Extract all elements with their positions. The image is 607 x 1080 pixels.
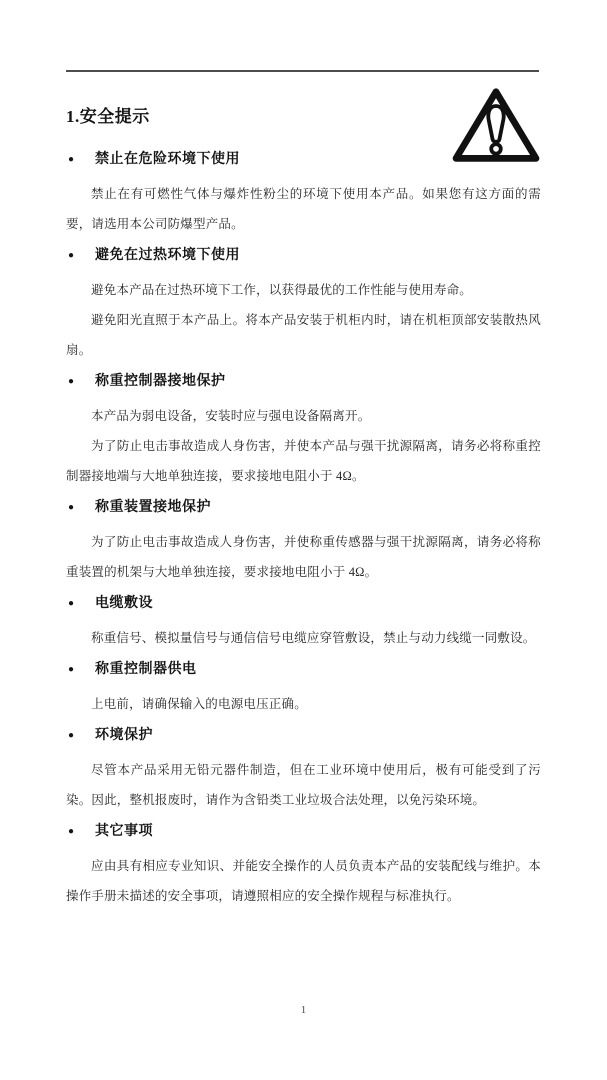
section-heading-text: 称重控制器供电 [95, 662, 197, 677]
safety-section [66, 246, 541, 365]
section-heading-text: 禁止在危险环境下使用 [95, 152, 240, 167]
section-heading [66, 498, 541, 518]
safety-section [66, 594, 541, 653]
page-content [66, 0, 541, 918]
bullet-icon: ● [68, 502, 75, 513]
paragraph: 上电前，请确保输入的电源电压正确。 [91, 697, 307, 711]
paragraph: 为了防止电击事故造成人身伤害，并使称重传感器与强干扰源隔离，请务必将称重装置的机架与大地单独连接，要求接地电阻小于 4Ω。 [66, 535, 541, 579]
bullet-icon: ● [68, 826, 75, 837]
safety-section [66, 498, 541, 587]
paragraph: 本产品为弱电设备，安装时应与强电设备隔离开。 [91, 409, 371, 423]
bullet-icon: ● [68, 376, 75, 387]
section-paragraphs [66, 851, 541, 911]
bullet-icon: ● [68, 154, 75, 165]
section-heading-text: 环境保护 [95, 728, 153, 743]
paragraph: 应由具有相应专业知识、并能安全操作的人员负责本产品的安装配线与维护。本操作手册未描述的安全事项，请遵照相应的安全操作规程与标准执行。 [66, 859, 541, 903]
section-paragraphs [66, 755, 541, 815]
safety-section [66, 822, 541, 911]
section-paragraphs [66, 689, 541, 719]
safety-section [66, 726, 541, 815]
section-heading-text: 其它事项 [95, 824, 153, 839]
section-heading [66, 372, 541, 392]
paragraph: 称重信号、模拟量信号与通信信号电缆应穿管敷设，禁止与动力线缆一同敷设。 [91, 631, 536, 645]
section-heading [66, 246, 541, 266]
paragraph: 禁止在有可燃性气体与爆炸性粉尘的环境下使用本产品。如果您有这方面的需要，请选用本公司防爆型产品。 [66, 187, 541, 231]
section-heading-text: 电缆敷设 [95, 596, 153, 611]
section-paragraphs [66, 275, 541, 365]
page-number: 1 [300, 1004, 307, 1016]
safety-section [66, 372, 541, 491]
section-heading [66, 594, 541, 614]
section-paragraphs [66, 623, 541, 653]
sections-container [66, 150, 541, 911]
section-heading [66, 726, 541, 746]
paragraph: 为了防止电击事故造成人身伤害，并使本产品与强干扰源隔离，请务必将称重控制器接地端与大地单独连接，要求接地电阻小于 4Ω。 [66, 439, 541, 483]
section-heading [66, 660, 541, 680]
section-heading [66, 150, 541, 170]
section-paragraphs [66, 179, 541, 239]
bullet-icon: ● [68, 598, 75, 609]
paragraph: 避免本产品在过热环境下工作，以获得最优的工作性能与使用寿命。 [91, 283, 473, 297]
section-heading-text: 称重控制器接地保护 [95, 374, 226, 389]
section-paragraphs [66, 401, 541, 491]
bullet-icon: ● [68, 730, 75, 741]
bullet-icon: ● [68, 664, 75, 675]
section-heading [66, 822, 541, 842]
safety-section [66, 150, 541, 239]
section-paragraphs [66, 527, 541, 587]
paragraph: 尽管本产品采用无铅元器件制造，但在工业环境中使用后，极有可能受到了污染。因此，整机报废时，请作为含铅类工业垃圾合法处理，以免污染环境。 [66, 763, 541, 807]
safety-section [66, 660, 541, 719]
section-heading-text: 称重装置接地保护 [95, 500, 211, 515]
page-title: 1.安全提示 [66, 107, 150, 126]
section-heading-text: 避免在过热环境下使用 [95, 248, 240, 263]
paragraph: 避免阳光直照于本产品上。将本产品安装于机柜内时，请在机柜顶部安装散热风扇。 [66, 313, 541, 357]
bullet-icon: ● [68, 250, 75, 261]
